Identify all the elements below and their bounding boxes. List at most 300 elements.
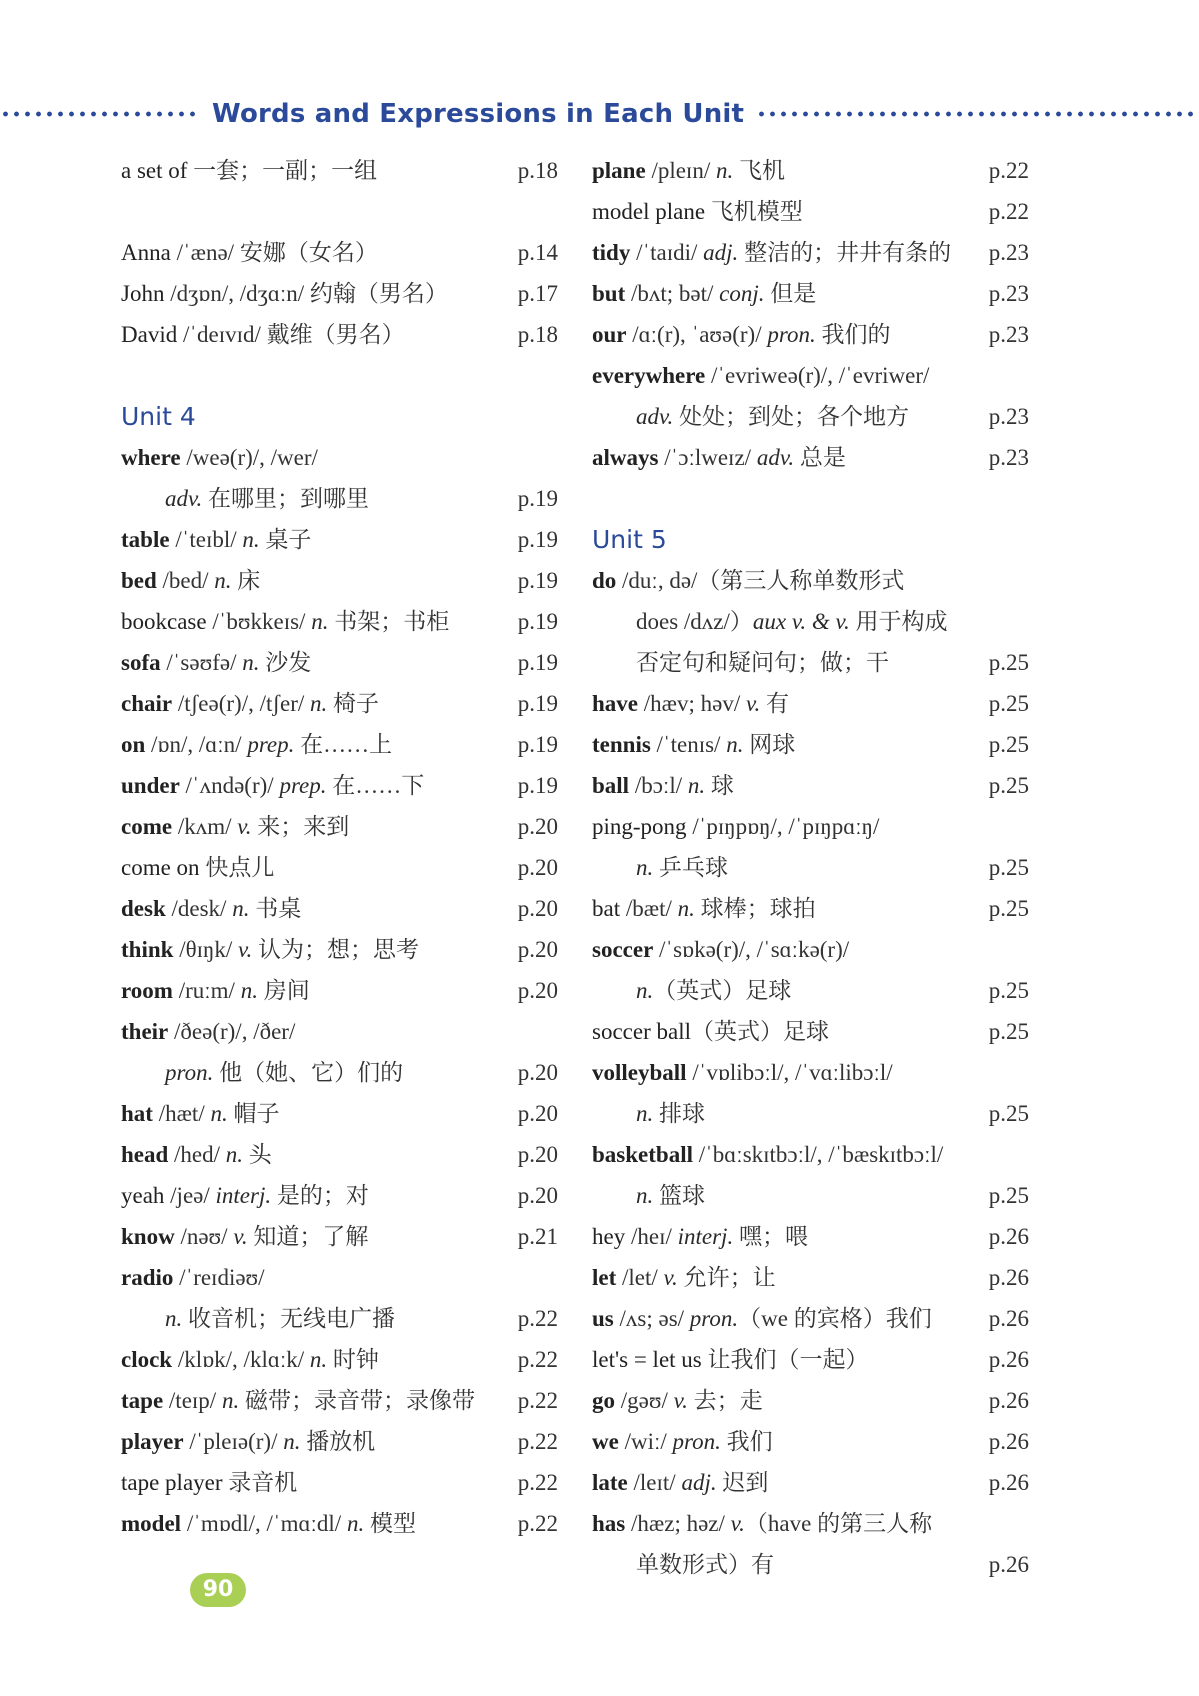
part-of-speech: n.: [310, 691, 328, 716]
phonetic: /let/: [616, 1265, 664, 1290]
chinese-meaning: 我们: [720, 1429, 773, 1454]
phonetic: /gəʊ/: [615, 1388, 674, 1413]
headword: model: [121, 1511, 182, 1536]
headword: bed: [121, 568, 157, 593]
page-ref: p.26: [988, 1265, 1029, 1290]
part-of-speech: adj.: [703, 240, 739, 265]
dotted-rule-right: [756, 111, 1199, 117]
part-of-speech: v.: [745, 691, 761, 716]
entry-text: [592, 1380, 763, 1421]
entry-text: [592, 314, 890, 355]
phonetic: /ˈtaɪdi/: [630, 240, 704, 265]
entry-continuation: [592, 1544, 1029, 1585]
chinese-meaning: 认为；想；思考: [252, 937, 420, 962]
entry-text: [121, 806, 349, 847]
vocab-entry: [121, 1503, 558, 1544]
phonetic: /klɒk/, /klɑːk/: [172, 1347, 310, 1372]
phonetic: /weə(r)/, /wer/: [180, 445, 318, 470]
page-ref: p.19: [517, 732, 558, 757]
phonetic: /pleɪn/: [645, 158, 716, 183]
entry-text: [121, 1257, 265, 1298]
phonetic: /ˈtenɪs/: [650, 732, 727, 757]
headword: John: [121, 281, 165, 306]
vocab-entry: [592, 1134, 1029, 1175]
chinese-meaning: 沙发: [259, 650, 312, 675]
headword: bookcase: [121, 609, 207, 634]
entry-text: [592, 396, 909, 437]
entry-text: [121, 273, 448, 314]
page-ref: p.20: [517, 1060, 558, 1085]
page-ref: p.20: [517, 814, 558, 839]
phonetic: /duː, də/（第三人称单数形式: [616, 568, 905, 593]
part-of-speech: n.: [715, 158, 734, 183]
phonetic: /ˈbʊkkeɪs/: [206, 609, 312, 634]
chinese-meaning: 用于构成: [849, 609, 948, 634]
vocab-entry: [592, 1380, 1029, 1421]
vocab-entry: [592, 355, 1029, 396]
entry-text: [121, 1216, 368, 1257]
entry-text: [121, 929, 419, 970]
entry-text: [592, 1093, 705, 1134]
chinese-meaning: 有: [760, 691, 789, 716]
page-ref: p.19: [517, 650, 558, 675]
part-of-speech: v.: [663, 1265, 678, 1290]
headword: let's = let us: [592, 1347, 702, 1372]
vocab-entry: [592, 888, 1029, 929]
vocab-entry: [592, 683, 1029, 724]
chinese-meaning: 迟到: [716, 1470, 769, 1495]
entry-text: [121, 724, 392, 765]
part-of-speech: n.: [283, 1429, 301, 1454]
page-ref: p.23: [988, 404, 1029, 429]
entry-text: [592, 642, 889, 683]
vocab-entry: [121, 232, 558, 273]
chinese-meaning: 总是: [794, 445, 846, 470]
vocab-entry: [592, 1011, 1029, 1052]
chinese-meaning: 书桌: [249, 896, 302, 921]
phonetic: /bɔːl/: [629, 773, 688, 798]
chinese-meaning: 允许；让: [677, 1265, 776, 1290]
headword: tape: [121, 1388, 164, 1413]
entry-text: [121, 1052, 403, 1093]
vocab-entry: [121, 724, 558, 765]
page-ref: p.25: [988, 691, 1029, 716]
entry-text: [121, 560, 260, 601]
chinese-meaning: 我们的: [815, 322, 891, 347]
chinese-meaning: 戴维（男名）: [266, 322, 405, 347]
phonetic: /wiː/: [618, 1429, 673, 1454]
page-ref: p.22: [517, 1511, 558, 1536]
page-ref: p.25: [988, 650, 1029, 675]
page-number: 90: [190, 1573, 246, 1607]
headword: table: [121, 527, 170, 552]
phonetic: /ˈpɪŋpɒŋ/, /ˈpɪŋpɑːŋ/: [686, 814, 880, 839]
entry-continuation: [121, 478, 558, 519]
headword: has: [592, 1511, 626, 1536]
headword: tape player: [121, 1470, 223, 1495]
headword: tidy: [592, 240, 631, 265]
chinese-meaning: 嘿；喂: [733, 1224, 808, 1249]
vocab-entry: [592, 314, 1029, 355]
headword: room: [121, 978, 173, 1003]
page-ref: p.26: [988, 1388, 1029, 1413]
vocab-entry: [121, 970, 558, 1011]
page-ref: p.26: [988, 1347, 1029, 1372]
page-ref: p.22: [988, 158, 1029, 183]
vocab-entry: [592, 1503, 1029, 1544]
chinese-meaning: 否定句和疑问句；做；干: [636, 650, 889, 675]
entry-text: [592, 1339, 869, 1380]
page-ref: p.26: [988, 1470, 1029, 1495]
vocab-entry: [592, 806, 1029, 847]
headword: on: [121, 732, 146, 757]
part-of-speech: v.: [730, 1511, 745, 1536]
entry-text: [121, 1175, 369, 1216]
phonetic: /θɪŋk/: [173, 937, 239, 962]
spacer: [121, 191, 558, 232]
phonetic: /hæt/: [152, 1101, 211, 1126]
chinese-meaning: 球: [705, 773, 734, 798]
vocab-entry: [121, 847, 558, 888]
phonetic: /nəʊ/: [174, 1224, 234, 1249]
entry-text: [121, 765, 424, 806]
page-ref: p.20: [517, 1142, 558, 1167]
phonetic: /ˈdeɪvɪd/: [177, 322, 267, 347]
headword: their: [121, 1019, 169, 1044]
page-ref: p.22: [517, 1429, 558, 1454]
phonetic: /bæt/: [620, 896, 678, 921]
headword: go: [592, 1388, 615, 1413]
entry-text: [592, 560, 904, 601]
page-ref: p.25: [988, 855, 1029, 880]
page-ref: p.22: [517, 1347, 558, 1372]
headword: but: [592, 281, 626, 306]
part-of-speech: n.: [687, 773, 706, 798]
part-of-speech: n.: [636, 1183, 654, 1208]
part-of-speech: n.: [225, 1142, 244, 1167]
page-ref: p.25: [988, 896, 1029, 921]
page-ref: p.14: [517, 240, 558, 265]
page-ref: p.20: [517, 978, 558, 1003]
part-of-speech: adv.: [636, 404, 674, 429]
phonetic: /ˈmɒdl/, /ˈmɑːdl/: [181, 1511, 347, 1536]
headword: volleyball: [592, 1060, 687, 1085]
left-column: [121, 150, 558, 1544]
page-ref: p.23: [988, 445, 1029, 470]
chinese-meaning: （英式）足球: [653, 978, 792, 1003]
headword: plane: [592, 158, 646, 183]
headword: tennis: [592, 732, 651, 757]
vocab-entry: [121, 642, 558, 683]
part-of-speech: n.: [636, 978, 654, 1003]
entry-text: [592, 150, 785, 191]
part-of-speech: n.: [346, 1511, 365, 1536]
vocab-entry: [592, 232, 1029, 273]
headword: yeah: [121, 1183, 165, 1208]
part-of-speech: n.: [309, 1347, 328, 1372]
headword: soccer ball: [592, 1019, 691, 1044]
vocab-entry: [121, 519, 558, 560]
part-of-speech: adv.: [756, 445, 795, 470]
chinese-meaning: （英式）足球: [690, 1019, 829, 1044]
part-of-speech: aux v. & v.: [752, 609, 850, 634]
chinese-meaning: 处处；到处；各个地方: [673, 404, 910, 429]
chinese-meaning: 乒乓球: [653, 855, 728, 880]
chinese-meaning: 房间: [257, 978, 310, 1003]
phonetic: /bʌt; bət/: [625, 281, 720, 306]
page-ref: p.23: [988, 281, 1029, 306]
part-of-speech: n.: [726, 732, 744, 757]
headword: Anna: [121, 240, 171, 265]
headword: everywhere: [592, 363, 706, 388]
chinese-meaning: 飞机: [733, 158, 785, 183]
page-ref: p.25: [988, 732, 1029, 757]
phonetic: /kʌm/: [172, 814, 238, 839]
entry-text: [121, 1421, 375, 1462]
phonetic: /ruːm/: [172, 978, 241, 1003]
entry-text: [121, 1380, 475, 1421]
headword: where: [121, 445, 181, 470]
chinese-meaning: 知道；了解: [247, 1224, 369, 1249]
entry-text: [121, 970, 310, 1011]
headword: bat: [592, 896, 621, 921]
part-of-speech: prep.: [247, 732, 295, 757]
unit-heading: Unit 5: [592, 525, 667, 554]
part-of-speech: adv.: [165, 486, 203, 511]
entry-text: [121, 437, 318, 478]
part-of-speech: n.: [221, 1388, 240, 1413]
headword: think: [121, 937, 174, 962]
part-of-speech: interj.: [677, 1224, 734, 1249]
entry-text: [121, 601, 449, 642]
chinese-meaning: 球棒；球拍: [694, 896, 816, 921]
headword: do: [592, 568, 617, 593]
vocab-entry: [121, 1421, 558, 1462]
entry-text: [121, 314, 405, 355]
part-of-speech: n.: [636, 1101, 654, 1126]
chinese-meaning: 录音机: [222, 1470, 298, 1495]
entry-continuation: [592, 847, 1029, 888]
chinese-meaning: 是的；对: [271, 1183, 369, 1208]
vocab-entry: [592, 1339, 1029, 1380]
headword: a set of: [121, 158, 188, 183]
phonetic: /ɑː(r), ˈaʊə(r)/: [626, 322, 768, 347]
entry-continuation: [121, 1298, 558, 1339]
entry-continuation: [592, 1093, 1029, 1134]
part-of-speech: n.: [677, 896, 695, 921]
phonetic: /desk/: [165, 896, 233, 921]
page-ref: p.19: [517, 486, 558, 511]
phonetic: /ˈsəʊfə/: [160, 650, 243, 675]
vocab-entry: [592, 1052, 1029, 1093]
entry-text: [592, 970, 791, 1011]
vocab-entry: [592, 273, 1029, 314]
chinese-meaning: 约翰（男名）: [309, 281, 448, 306]
page-ref: p.26: [988, 1224, 1029, 1249]
page-ref: p.23: [988, 240, 1029, 265]
chinese-meaning: 让我们（一起）: [701, 1347, 869, 1372]
section-title: Words and Expressions in Each Unit: [212, 99, 745, 129]
entry-continuation: [121, 1052, 558, 1093]
part-of-speech: v.: [238, 937, 253, 962]
page-ref: p.20: [517, 896, 558, 921]
headword: ping-pong: [592, 814, 687, 839]
chinese-meaning: 桌子: [259, 527, 312, 552]
entry-text: [592, 806, 879, 847]
entry-text: [121, 1462, 297, 1503]
entry-text: [121, 1093, 279, 1134]
page-ref: p.25: [988, 1019, 1029, 1044]
right-column: [592, 150, 1029, 1585]
phonetic: /ˈsɒkə(r)/, /ˈsɑːkə(r)/: [653, 937, 850, 962]
entry-text: [592, 847, 728, 888]
headword: always: [592, 445, 659, 470]
phonetic: /ðeə(r)/, /ðer/: [168, 1019, 296, 1044]
entry-text: [592, 683, 789, 724]
spacer: [592, 478, 1029, 519]
headword: our: [592, 322, 627, 347]
part-of-speech: pron.: [689, 1306, 739, 1331]
vocab-entry: [592, 1257, 1029, 1298]
entry-text: [592, 724, 795, 765]
vocab-entry: [121, 150, 558, 191]
part-of-speech: pron.: [767, 322, 816, 347]
headword: hat: [121, 1101, 153, 1126]
entry-text: [592, 1216, 808, 1257]
phonetic: /tʃeə(r)/, /tʃer/: [172, 691, 311, 716]
chinese-meaning: 播放机: [300, 1429, 376, 1454]
part-of-speech: n.: [210, 1101, 228, 1126]
entry-text: [592, 1503, 932, 1544]
phonetic: /ˈpleɪə(r)/: [183, 1429, 284, 1454]
chinese-meaning: 在……下: [326, 773, 425, 798]
headword: desk: [121, 896, 166, 921]
vocab-entry: [592, 1216, 1029, 1257]
chinese-meaning: 床: [231, 568, 261, 593]
part-of-speech: n.: [242, 650, 260, 675]
vocab-entry: [121, 1011, 558, 1052]
vocab-entry: [592, 560, 1029, 601]
entry-text: [592, 1052, 893, 1093]
page-ref: p.20: [517, 1183, 558, 1208]
entry-text: [592, 1134, 943, 1175]
phonetic: /leɪt/: [627, 1470, 682, 1495]
entry-text: [121, 478, 369, 519]
part-of-speech: v.: [673, 1388, 688, 1413]
vocab-entry: [592, 1298, 1029, 1339]
entry-continuation: [592, 396, 1029, 437]
part-of-speech: prep.: [279, 773, 327, 798]
vocab-entry: [592, 765, 1029, 806]
part-of-speech: v.: [233, 1224, 248, 1249]
page-ref: p.26: [988, 1429, 1029, 1454]
phonetic: /hæz; həz/: [625, 1511, 731, 1536]
entry-text: [592, 232, 951, 273]
entry-continuation: [592, 601, 1029, 642]
page-ref: p.26: [988, 1552, 1029, 1577]
vocab-entry: [592, 150, 1029, 191]
entry-text: [121, 1298, 395, 1339]
entry-text: [592, 1175, 705, 1216]
headword: player: [121, 1429, 184, 1454]
entry-continuation: [592, 1175, 1029, 1216]
headword: we: [592, 1429, 619, 1454]
part-of-speech: n.: [165, 1306, 183, 1331]
chinese-meaning: 整洁的；井井有条的: [738, 240, 952, 265]
entry-text: [592, 355, 929, 396]
part-of-speech: interj.: [215, 1183, 272, 1208]
entry-text: [592, 1544, 774, 1585]
chinese-meaning: 单数形式）有: [636, 1552, 774, 1577]
vocab-entry: [121, 806, 558, 847]
phonetic: /ˈevriweə(r)/, /ˈevriwer/: [705, 363, 930, 388]
page-ref: p.22: [517, 1306, 558, 1331]
headword: hey: [592, 1224, 626, 1249]
page-ref: p.18: [517, 158, 558, 183]
phonetic: /ˈteɪbl/: [169, 527, 243, 552]
headword: come on: [121, 855, 200, 880]
vocab-entry: [121, 314, 558, 355]
chinese-meaning: 一套；一副；一组: [187, 158, 378, 183]
page-ref: p.19: [517, 568, 558, 593]
headword: us: [592, 1306, 614, 1331]
vocab-entry: [592, 929, 1029, 970]
entry-text: [592, 1298, 932, 1339]
page-ref: p.22: [517, 1470, 558, 1495]
headword: model plane: [592, 199, 706, 224]
page-ref: p.23: [988, 322, 1029, 347]
chinese-meaning: 头: [243, 1142, 272, 1167]
entry-text: [592, 1462, 768, 1503]
phonetic: /ˈvɒlibɔːl/, /ˈvɑːlibɔːl/: [686, 1060, 893, 1085]
chinese-meaning: 磁带；录音带；录像带: [239, 1388, 475, 1413]
page-ref: p.20: [517, 1101, 558, 1126]
chinese-meaning: 模型: [364, 1511, 416, 1536]
entry-text: [592, 601, 948, 642]
section-header: [0, 94, 1199, 134]
headword: ball: [592, 773, 630, 798]
page-ref: p.25: [988, 1183, 1029, 1208]
headword: chair: [121, 691, 173, 716]
vocab-entry: [121, 1093, 558, 1134]
headword: basketball: [592, 1142, 693, 1167]
entry-text: [592, 1257, 776, 1298]
inline-note: does /dʌz/）: [636, 609, 753, 634]
part-of-speech: adj.: [681, 1470, 717, 1495]
entry-continuation: [592, 970, 1029, 1011]
phonetic: /heɪ/: [625, 1224, 678, 1249]
entry-text: [592, 1011, 829, 1052]
phonetic: /ˈbɑːskɪtbɔːl/, /ˈbæskɪtbɔːl/: [692, 1142, 944, 1167]
part-of-speech: pron.: [165, 1060, 214, 1085]
page-ref: p.19: [517, 527, 558, 552]
part-of-speech: conj.: [719, 281, 765, 306]
chinese-meaning: 网球: [743, 732, 796, 757]
vocab-entry: [121, 1380, 558, 1421]
chinese-meaning: 安娜（女名）: [239, 240, 378, 265]
part-of-speech: pron.: [672, 1429, 721, 1454]
page-ref: p.19: [517, 691, 558, 716]
vocab-entry: [121, 1462, 558, 1503]
vocab-entry: [121, 1339, 558, 1380]
headword: David: [121, 322, 178, 347]
chinese-meaning: 篮球: [653, 1183, 705, 1208]
chinese-meaning: 排球: [653, 1101, 705, 1126]
vocab-entry: [592, 724, 1029, 765]
page-ref: p.19: [517, 609, 558, 634]
chinese-meaning: 他（她、它）们的: [213, 1060, 404, 1085]
vocab-entry: [121, 683, 558, 724]
